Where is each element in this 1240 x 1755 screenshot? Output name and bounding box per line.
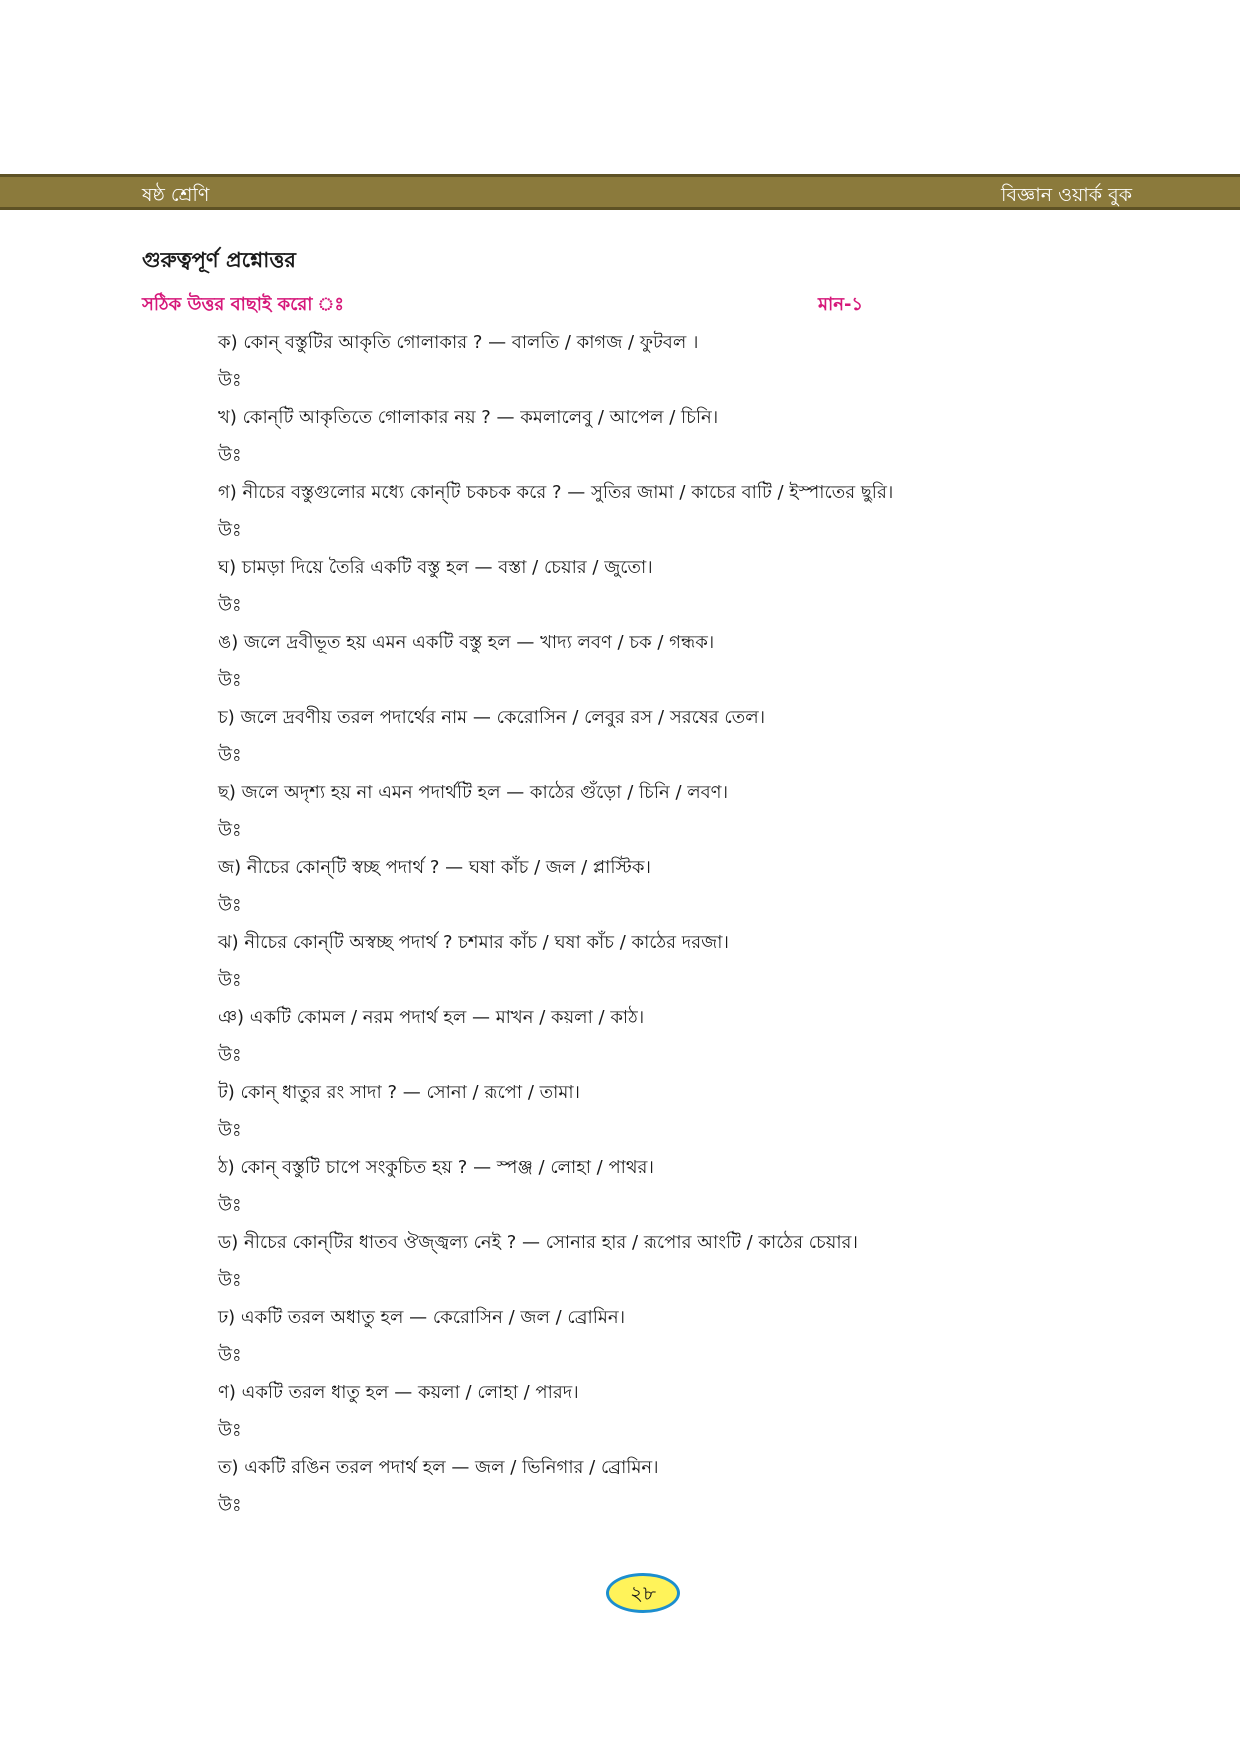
- answer-label: উঃ: [218, 1495, 242, 1516]
- question-text: ঠ) কোন্ বস্তুটি চাপে সংকুচিত হয় ? — স্পঞ্জ / লোহা / পাথর।: [218, 1157, 654, 1178]
- answer-label: উঃ: [218, 1270, 242, 1291]
- question-text: চ) জলে দ্রবণীয় তরল পদার্থের নাম — কেরোসিন / লেবুর রস / সরষের তেল।: [218, 707, 766, 728]
- question-item: [218, 1378, 1178, 1453]
- answer-label: উঃ: [218, 670, 242, 691]
- question-item: [218, 328, 1178, 403]
- question-item: [218, 1003, 1178, 1078]
- marks-label: মান-১: [818, 294, 864, 315]
- answer-label: উঃ: [218, 370, 242, 391]
- question-text: ঝ) নীচের কোন্‌টি অস্বচ্ছ পদার্থ ? চশমার কাঁচ / ঘষা কাঁচ / কাঠের দরজা।: [218, 932, 729, 953]
- header-band: [0, 174, 1240, 210]
- question-text: ঢ) একটি তরল অধাতু হল — কেরোসিন / জল / ব্রোমিন।: [218, 1307, 626, 1328]
- question-item: [218, 553, 1178, 628]
- question-text: ঞ) একটি কোমল / নরম পদার্থ হল — মাখন / কয়লা / কাঠ।: [218, 1007, 645, 1028]
- question-text: ণ) একটি তরল ধাতু হল — কয়লা / লোহা / পারদ।: [218, 1382, 579, 1403]
- question-text: ড) নীচের কোন্‌টির ধাতব ঔজ্জ্বল্য নেই ? — সোনার হার / রূপোর আংটি / কাঠের চেয়ার।: [218, 1232, 858, 1253]
- question-item: [218, 703, 1178, 778]
- question-item: [218, 853, 1178, 928]
- question-text: গ) নীচের বস্তুগুলোর মধ্যে কোন্‌টি চকচক করে ? — সুতির জামা / কাচের বাটি / ইস্পাতের ছুরি।: [218, 482, 894, 503]
- question-item: [218, 1078, 1178, 1153]
- answer-label: উঃ: [218, 820, 242, 841]
- answer-label: উঃ: [218, 745, 242, 766]
- header-book-title: বিজ্ঞান ওয়ার্ক বুক: [1001, 184, 1132, 206]
- question-item: [218, 403, 1178, 478]
- header-class-label: ষষ্ঠ শ্রেণি: [142, 184, 210, 206]
- question-item: [218, 1153, 1178, 1228]
- answer-label: উঃ: [218, 1345, 242, 1366]
- question-item: [218, 928, 1178, 1003]
- question-text: ছ) জলে অদৃশ্য হয় না এমন পদার্থটি হল — কাঠের গুঁড়ো / চিনি / লবণ।: [218, 782, 729, 803]
- answer-label: উঃ: [218, 1045, 242, 1066]
- answer-label: উঃ: [218, 970, 242, 991]
- question-text: ত) একটি রঙিন তরল পদার্থ হল — জল / ভিনিগার / ব্রোমিন।: [218, 1457, 659, 1478]
- answer-label: উঃ: [218, 445, 242, 466]
- answer-label: উঃ: [218, 895, 242, 916]
- question-item: [218, 1228, 1178, 1303]
- answer-label: উঃ: [218, 1195, 242, 1216]
- question-text: খ) কোন্‌টি আকৃতিতে গোলাকার নয় ? — কমলালেবু / আপেল / চিনি।: [218, 407, 719, 428]
- answer-label: উঃ: [218, 1420, 242, 1441]
- question-item: [218, 778, 1178, 853]
- instruction-text: সঠিক উত্তর বাছাই করো ঃ: [142, 294, 344, 315]
- page-number-badge: ২৮: [606, 1573, 680, 1613]
- question-item: [218, 628, 1178, 703]
- answer-label: উঃ: [218, 1120, 242, 1141]
- question-item: [218, 1303, 1178, 1378]
- question-text: ট) কোন্ ধাতুর রং সাদা ? — সোনা / রূপো / তামা।: [218, 1082, 580, 1103]
- question-list: [218, 328, 1178, 1528]
- question-text: ঙ) জলে দ্রবীভূত হয় এমন একটি বস্তু হল — খাদ্য লবণ / চক / গন্ধক।: [218, 632, 715, 653]
- section-title: গুরুত্বপূর্ণ প্রশ্নোত্তর: [142, 248, 296, 272]
- answer-label: উঃ: [218, 520, 242, 541]
- question-text: ঘ) চামড়া দিয়ে তৈরি একটি বস্তু হল — বস্তা / চেয়ার / জুতো।: [218, 557, 653, 578]
- answer-label: উঃ: [218, 595, 242, 616]
- question-item: [218, 478, 1178, 553]
- question-text: জ) নীচের কোন্‌টি স্বচ্ছ পদার্থ ? — ঘষা কাঁচ / জল / প্লাস্টিক।: [218, 857, 651, 878]
- question-text: ক) কোন্ বস্তুটির আকৃতি গোলাকার ? — বালতি / কাগজ / ফুটবল ।: [218, 332, 699, 353]
- question-item: [218, 1453, 1178, 1528]
